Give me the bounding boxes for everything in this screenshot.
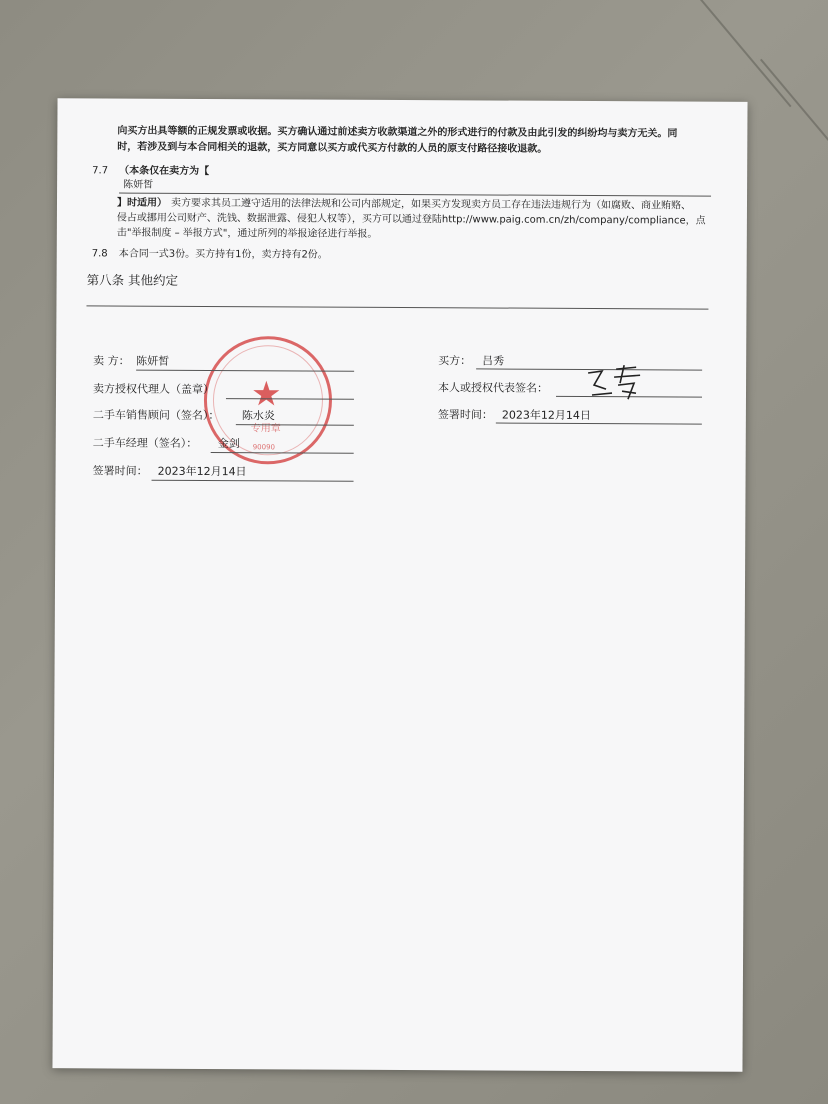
manager-signature: 金剑 <box>217 437 240 451</box>
buyer-handwritten-signature <box>584 363 644 403</box>
item-7-7-number: 7.7 <box>92 165 109 177</box>
clause7-para-line2: 时，若涉及到与本合同相关的退款，买方同意以买方或代买方付款的人员的原支付路径接收退款。 <box>117 141 548 155</box>
item-7-7-lead: （本条仅在卖方为【 <box>119 165 210 177</box>
consultant-label: 二手车销售顾问（签名）： <box>92 408 220 423</box>
consultant-signature: 陈水炎 <box>241 409 275 423</box>
seal-star-icon: ★ <box>250 374 282 415</box>
item-7-7-line3: 击"举报制度 – 举报方式"，通过所列的举报途径进行举报。 <box>116 227 378 240</box>
seller-date: 2023年12月14日 <box>157 464 247 479</box>
floor-tile-seam <box>700 0 792 107</box>
seller-agent-label: 卖方授权代理人（盖章） <box>92 382 215 397</box>
floor-tile-seam <box>760 59 828 152</box>
item-7-7-line2: 侵占或挪用公司财产、洗钱、数据泄露、侵犯人权等），买方可以通过登陆http://www.paig.com.cn/zh/company/compliance，点 <box>116 212 706 227</box>
seller-name: 陈妍皙 <box>136 354 170 368</box>
buyer-label: 买方： <box>438 354 472 368</box>
clause8-blank-line <box>86 305 708 309</box>
item-7-7-seller-name: 陈妍皙 <box>123 179 154 191</box>
clause7-para-line1: 向买方出具等额的正规发票或收据。买方确认通过前述卖方收款渠道之外的形式进行的付款及由此引发的纠纷均与卖方无关。同 <box>117 125 678 140</box>
contract-page <box>52 98 747 1072</box>
seller-date-line <box>152 480 354 482</box>
item-7-8-number: 7.8 <box>91 248 108 260</box>
item-7-8-text: 本合同一式3份。买方持有1份，卖方持有2份。 <box>118 248 328 261</box>
seller-label: 卖 方： <box>93 354 130 368</box>
seal-number: 90090 <box>252 443 276 452</box>
clause8-heading: 第八条 其他约定 <box>86 272 179 288</box>
manager-label: 二手车经理（签名）： <box>92 436 198 450</box>
buyer-date-line <box>496 422 702 424</box>
item-7-7-close: 】时适用） <box>116 197 168 209</box>
buyer-name: 吕秀 <box>482 354 505 368</box>
buyer-date: 2023年12月14日 <box>501 408 591 422</box>
buyer-rep-label: 本人或授权代表签名： <box>437 381 549 395</box>
seal-bottom-text: 专用章 <box>250 423 281 435</box>
item-7-7-line1: 卖方要求其员工遵守适用的法律法规和公司内部规定，如果买方发现卖方员工存在违法违规行为（如腐败、商业贿赂、 <box>170 197 692 212</box>
seller-date-label: 签署时间： <box>92 464 148 478</box>
buyer-date-label: 签署时间： <box>437 408 493 422</box>
